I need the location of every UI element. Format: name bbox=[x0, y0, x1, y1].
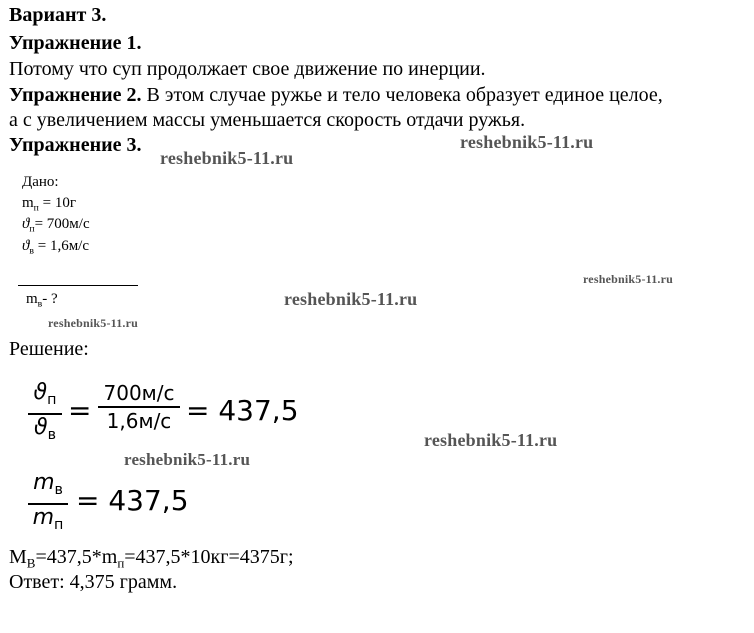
calc-sub-1: B bbox=[26, 555, 36, 571]
solution-label: Решение: bbox=[9, 338, 89, 360]
calc-sub-2: п bbox=[117, 555, 125, 571]
exercise-1-heading: Упражнение 1. bbox=[9, 32, 142, 54]
given-title: Дано: bbox=[22, 174, 59, 190]
calc-part-2: =437,5*m bbox=[35, 546, 118, 568]
f1-mid-denominator: 1,6м/с bbox=[106, 409, 172, 433]
exercise-2-answer-2: а с увеличением массы уменьшается скорость отдачи ружья. bbox=[9, 109, 526, 131]
formula-1-fraction-2 bbox=[98, 380, 180, 434]
given-1-symbol: ϑ bbox=[22, 216, 30, 232]
given-1-value: = 700м/с bbox=[34, 216, 90, 232]
f1-mid-numerator: 700м/с bbox=[103, 381, 175, 405]
formula-1-result: = 437,5 bbox=[186, 394, 299, 427]
given-0-symbol: m bbox=[22, 195, 34, 211]
f2-num-symbol: m bbox=[33, 470, 55, 495]
f1-den-subscript: в bbox=[47, 427, 57, 443]
watermark: reshebnik5-11.ru bbox=[583, 272, 673, 286]
watermark: reshebnik5-11.ru bbox=[284, 289, 418, 309]
given-divider bbox=[18, 285, 138, 286]
exercise-2-line-1 bbox=[9, 84, 663, 106]
given-mass-bullet bbox=[22, 194, 76, 217]
watermark: reshebnik5-11.ru bbox=[48, 316, 138, 330]
find-value: - ? bbox=[42, 291, 58, 307]
given-bullet-velocity bbox=[22, 215, 90, 238]
exercise-2-heading: Упражнение 2. bbox=[9, 84, 142, 106]
given-0-subscript: п bbox=[33, 202, 39, 214]
variant-heading: Вариант 3. bbox=[9, 4, 107, 26]
given-2-symbol: ϑ bbox=[22, 238, 30, 254]
formula-2-fraction bbox=[28, 470, 68, 538]
f2-num-subscript: в bbox=[54, 482, 63, 498]
formula-1-equals: = bbox=[68, 394, 92, 427]
f2-den-symbol: m bbox=[32, 505, 55, 530]
exercise-2-answer-1: В этом случае ружье и тело человека образует единое целое, bbox=[141, 84, 663, 106]
find-symbol: m bbox=[26, 291, 38, 307]
f1-num-subscript: п bbox=[47, 392, 57, 408]
watermark: reshebnik5-11.ru bbox=[424, 430, 558, 450]
find-rifle-mass bbox=[26, 290, 58, 313]
find-subscript: в bbox=[37, 298, 43, 310]
exercise-1-answer: Потому что суп продолжает свое движение по инерции. bbox=[9, 58, 486, 80]
given-2-subscript: в bbox=[29, 245, 34, 257]
f1-den-symbol: ϑ bbox=[33, 415, 48, 440]
given-2-value: = 1,6м/с bbox=[33, 238, 90, 254]
calc-part-3: =437,5*10кг=4375г; bbox=[124, 546, 294, 568]
formula-2-result: = 437,5 bbox=[76, 484, 189, 517]
calc-part-1: M bbox=[9, 546, 27, 568]
watermark: reshebnik5-11.ru bbox=[160, 148, 294, 168]
formula-1-fraction-1 bbox=[28, 380, 62, 448]
f2-den-subscript: п bbox=[54, 517, 64, 533]
exercise-3-heading: Упражнение 3. bbox=[9, 134, 142, 156]
given-0-value: = 10г bbox=[38, 195, 77, 211]
watermark: reshebnik5-11.ru bbox=[460, 132, 594, 152]
watermark: reshebnik5-11.ru bbox=[124, 450, 251, 469]
given-1-subscript: п bbox=[29, 223, 35, 235]
f1-num-symbol: ϑ bbox=[33, 380, 48, 405]
given-rifle-velocity bbox=[22, 237, 89, 260]
final-answer: Ответ: 4,375 грамм. bbox=[9, 571, 178, 593]
